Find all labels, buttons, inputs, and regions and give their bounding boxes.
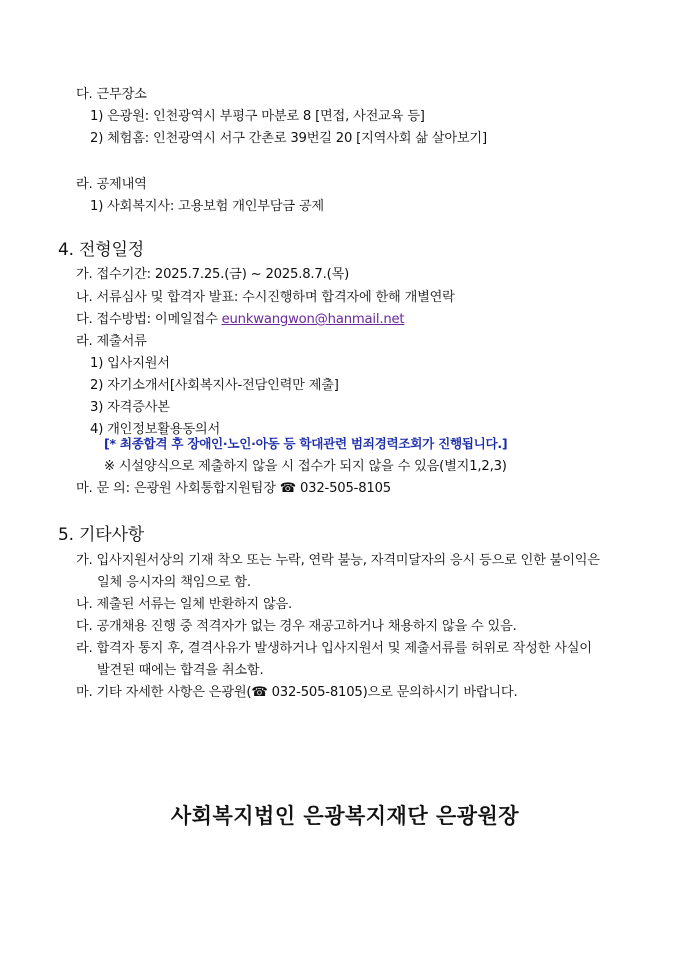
section4-heading: 4. 전형일정 [58, 240, 144, 260]
section5-ga-line1: 가. 입사지원서상의 기재 착오 또는 누락, 연락 불능, 자격미달자의 응시 등으로 인한 불이익은 [76, 553, 600, 568]
section4-na: 나. 서류심사 및 합격자 발표: 수시진행하며 합격자에 한해 개별연락 [76, 290, 455, 305]
document-item-2: 2) 자기소개서[사회복지사-전담인력만 제출] [90, 378, 339, 393]
section4-ma [76, 480, 391, 498]
form-notice: ※ 시설양식으로 제출하지 않을 시 접수가 되지 않을 수 있음(별지1,2,3) [104, 459, 507, 474]
document-item-1: 1) 입사지원서 [90, 356, 170, 371]
document-item-4: 4) 개인정보활용동의서 [90, 422, 220, 437]
document-item-3: 3) 자격증사본 [90, 400, 170, 415]
phone-icon: ☎ [279, 481, 296, 496]
workplace-item-1: 1) 은광원: 인천광역시 부평구 마분로 8 [면접, 사전교육 등] [90, 109, 425, 124]
section5-ra-line1: 라. 합격자 통지 후, 결격사유가 발생하거나 입사지원서 및 제출서류를 허위로 작성한 사실이 [76, 641, 592, 656]
section5-na: 나. 제출된 서류는 일체 반환하지 않음. [76, 597, 293, 612]
workplace-item-2: 2) 체험홈: 인천광역시 서구 간촌로 39번길 20 [지역사회 삶 살아보기] [90, 131, 487, 146]
workplace-title: 다. 근무장소 [76, 87, 147, 102]
section5-da: 다. 공개채용 진행 중 적격자가 없는 경우 재공고하거나 채용하지 않을 수 있음. [76, 619, 517, 634]
section5-ma: 마. 기타 자세한 사항은 은광원(☎ 032-505-8105)으로 문의하시기 바랍니다. [76, 685, 518, 700]
contact-label: 마. 문 의: 은광원 사회통합지원팀장 [76, 481, 280, 496]
deduction-title: 라. 공제내역 [76, 177, 147, 192]
deduction-item-1: 1) 사회복지사: 고용보험 개인부담금 공제 [90, 199, 324, 214]
section4-ra: 라. 제출서류 [76, 334, 147, 349]
section5-heading: 5. 기타사항 [58, 525, 144, 545]
section4-da-label: 다. 접수방법: 이메일접수 [76, 312, 222, 327]
contact-phone: 032-505-8105 [295, 481, 391, 496]
section5-ga-line2: 일체 응시자의 책임으로 함. [97, 575, 251, 590]
email-link[interactable]: eunkwangwon@hanmail.net [221, 312, 405, 327]
section4-da [76, 311, 404, 329]
background-check-note: [* 최종합격 후 장애인·노인·아동 등 학대관련 범죄경력조회가 진행됩니다.] [104, 436, 508, 451]
footer-signature: 사회복지법인 은광복지재단 은광원장 [170, 804, 520, 828]
section4-ga: 가. 접수기간: 2025.7.25.(금) ~ 2025.8.7.(목) [76, 267, 350, 282]
section5-ra-line2: 발견된 때에는 합격을 취소함. [97, 663, 264, 678]
